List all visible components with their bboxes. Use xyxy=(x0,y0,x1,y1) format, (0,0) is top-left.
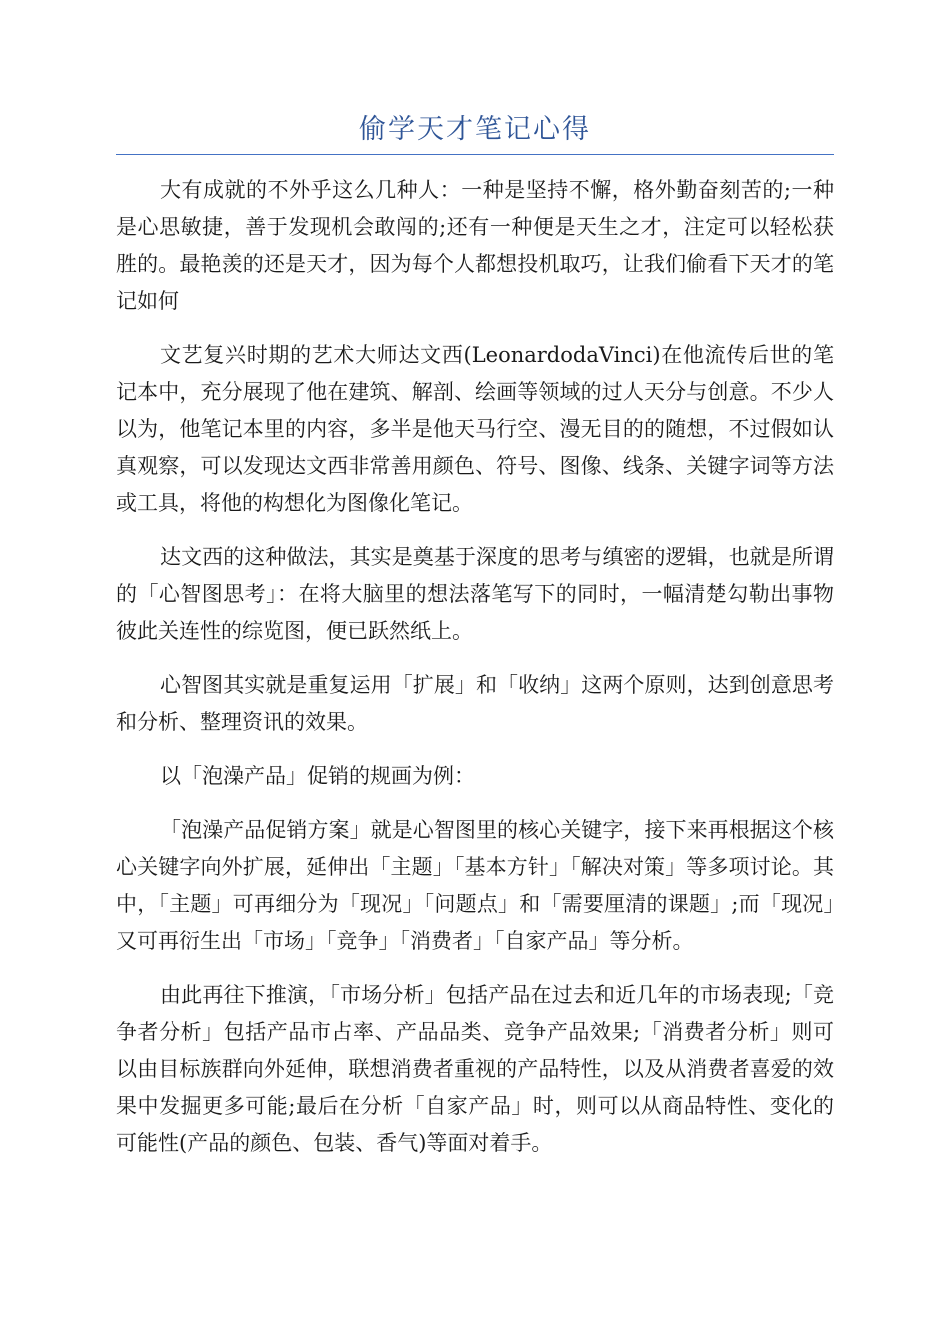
paragraph-1: 大有成就的不外乎这么几种人：一种是坚持不懈，格外勤奋刻苦的;一种是心思敏捷，善于发现机会敢闯的;还有一种便是天生之才，注定可以轻松获胜的。最艳羡的还是天才，因为每个人都想投机取巧，让我们偷看下天才的笔记如何 xyxy=(116,178,834,313)
paragraph-5: 以「泡澡产品」促销的规画为例： xyxy=(160,764,475,788)
paragraph-4: 心智图其实就是重复运用「扩展」和「收纳」这两个原则，达到创意思考和分析、整理资讯的效果。 xyxy=(116,673,834,734)
title-underline xyxy=(116,154,834,155)
paragraph-3: 达文西的这种做法，其实是奠基于深度的思考与缜密的逻辑，也就是所谓的「心智图思考」：在将大脑里的想法落笔写下的同时，一幅清楚勾勒出事物彼此关连性的综览图，便已跃然纸上。 xyxy=(116,545,834,643)
document-body xyxy=(116,172,834,1179)
paragraph-6: 「泡澡产品促销方案」就是心智图里的核心关键字，接下来再根据这个核心关键字向外扩展，延伸出「主题」「基本方针」「解决对策」等多项讨论。其中，「主题」可再细分为「现况」「问题点」和「需要厘清的课题」;而「现况」又可再衍生出「市场」「竞争」「消费者」「自家产品」等分析。 xyxy=(116,818,834,953)
document-title: 偷学天才笔记心得 xyxy=(359,114,591,145)
paragraph-2: 文艺复兴时期的艺术大师达文西(LeonardodaVinci)在他流传后世的笔记本中，充分展现了他在建筑、解剖、绘画等领域的过人天分与创意。不少人以为，他笔记本里的内容，多半是他天马行空、漫无目的的随想，不过假如认真观察，可以发现达文西非常善用颜色、符号、图像、线条、关键字词等方法或工具，将他的构想化为图像化笔记。 xyxy=(116,343,834,515)
paragraph-7: 由此再往下推演，「市场分析」包括产品在过去和近几年的市场表现;「竞争者分析」包括产品市占率、产品品类、竞争产品效果;「消费者分析」则可以由目标族群向外延伸，联想消费者重视的产品特性，以及从消费者喜爱的效果中发掘更多可能;最后在分析「自家产品」时，则可以从商品特性、变化的可能性(产品的颜色、包装、香气)等面对着手。 xyxy=(116,983,834,1155)
